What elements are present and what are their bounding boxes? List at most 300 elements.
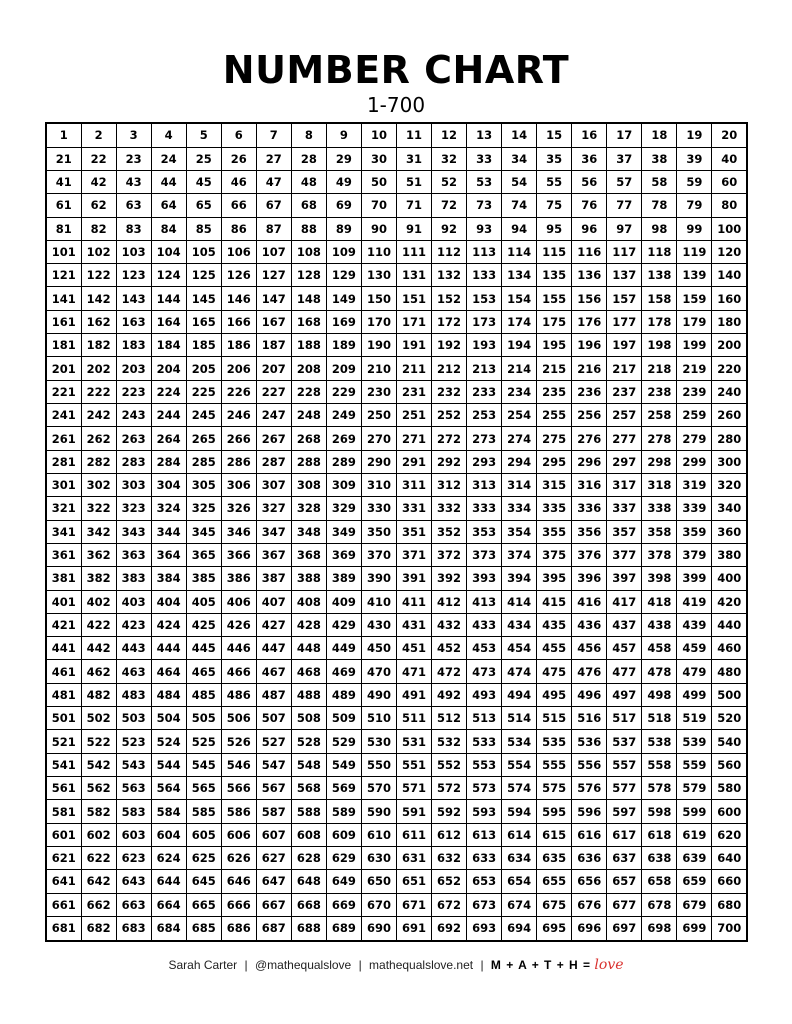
number-cell: 485 (186, 683, 221, 706)
number-cell: 146 (221, 287, 256, 310)
number-cell: 593 (467, 800, 502, 823)
number-cell: 521 (46, 730, 81, 753)
number-cell: 169 (326, 310, 361, 333)
number-cell: 474 (502, 660, 537, 683)
number-cell: 352 (432, 520, 467, 543)
number-cell: 639 (677, 846, 712, 869)
number-cell: 205 (186, 357, 221, 380)
number-cell: 328 (291, 497, 326, 520)
number-cell: 211 (396, 357, 431, 380)
number-cell: 206 (221, 357, 256, 380)
number-cell: 158 (642, 287, 677, 310)
number-cell: 59 (677, 170, 712, 193)
number-cell: 642 (81, 870, 116, 893)
number-cell: 379 (677, 543, 712, 566)
number-cell: 437 (607, 613, 642, 636)
number-cell: 229 (326, 380, 361, 403)
number-cell: 441 (46, 637, 81, 660)
number-cell: 73 (467, 194, 502, 217)
number-cell: 137 (607, 264, 642, 287)
number-cell: 335 (537, 497, 572, 520)
number-cell: 545 (186, 753, 221, 776)
number-cell: 628 (291, 846, 326, 869)
number-cell: 128 (291, 264, 326, 287)
number-cell: 226 (221, 380, 256, 403)
number-cell: 403 (116, 590, 151, 613)
number-cell: 535 (537, 730, 572, 753)
number-cell: 688 (291, 916, 326, 941)
number-cell: 577 (607, 777, 642, 800)
number-cell: 350 (361, 520, 396, 543)
grid-row (46, 707, 747, 730)
number-cell: 14 (502, 123, 537, 147)
number-cell: 116 (572, 240, 607, 263)
number-cell: 393 (467, 567, 502, 590)
number-cell: 503 (116, 707, 151, 730)
number-cell: 184 (151, 334, 186, 357)
number-cell: 472 (432, 660, 467, 683)
number-cell: 370 (361, 543, 396, 566)
number-cell: 580 (712, 777, 747, 800)
number-cell: 306 (221, 473, 256, 496)
number-cell: 314 (502, 473, 537, 496)
number-cell: 383 (116, 567, 151, 590)
number-cell: 176 (572, 310, 607, 333)
number-cell: 218 (642, 357, 677, 380)
number-cell: 494 (502, 683, 537, 706)
number-cell: 50 (361, 170, 396, 193)
number-cell: 604 (151, 823, 186, 846)
number-cell: 310 (361, 473, 396, 496)
number-cell: 222 (81, 380, 116, 403)
number-cell: 481 (46, 683, 81, 706)
number-cell: 488 (291, 683, 326, 706)
grid-row (46, 753, 747, 776)
number-cell: 402 (81, 590, 116, 613)
number-cell: 427 (256, 613, 291, 636)
number-cell: 275 (537, 427, 572, 450)
number-cell: 641 (46, 870, 81, 893)
number-cell: 162 (81, 310, 116, 333)
number-cell: 60 (712, 170, 747, 193)
number-cell: 396 (572, 567, 607, 590)
number-cell: 55 (537, 170, 572, 193)
number-cell: 66 (221, 194, 256, 217)
number-cell: 316 (572, 473, 607, 496)
number-cell: 351 (396, 520, 431, 543)
number-cell: 278 (642, 427, 677, 450)
number-cell: 391 (396, 567, 431, 590)
number-cell: 151 (396, 287, 431, 310)
number-cell: 112 (432, 240, 467, 263)
number-cell: 111 (396, 240, 431, 263)
number-cell: 318 (642, 473, 677, 496)
number-cell: 243 (116, 404, 151, 427)
number-cell: 204 (151, 357, 186, 380)
number-cell: 301 (46, 473, 81, 496)
number-cell: 131 (396, 264, 431, 287)
number-cell: 346 (221, 520, 256, 543)
number-cell: 480 (712, 660, 747, 683)
number-cell: 589 (326, 800, 361, 823)
number-cell: 648 (291, 870, 326, 893)
number-cell: 442 (81, 637, 116, 660)
number-cell: 388 (291, 567, 326, 590)
number-cell: 239 (677, 380, 712, 403)
number-cell: 272 (432, 427, 467, 450)
number-cell: 186 (221, 334, 256, 357)
number-cell: 221 (46, 380, 81, 403)
number-cell: 426 (221, 613, 256, 636)
number-cell: 468 (291, 660, 326, 683)
number-cell: 353 (467, 520, 502, 543)
number-cell: 220 (712, 357, 747, 380)
number-cell: 157 (607, 287, 642, 310)
number-cell: 225 (186, 380, 221, 403)
number-cell: 422 (81, 613, 116, 636)
number-cell: 675 (537, 893, 572, 916)
footer-website: mathequalslove.net (369, 958, 474, 972)
number-cell: 39 (677, 147, 712, 170)
number-cell: 264 (151, 427, 186, 450)
number-cell: 643 (116, 870, 151, 893)
number-cell: 509 (326, 707, 361, 730)
number-cell: 194 (502, 334, 537, 357)
number-cell: 588 (291, 800, 326, 823)
number-cell: 129 (326, 264, 361, 287)
number-cell: 520 (712, 707, 747, 730)
number-cell: 113 (467, 240, 502, 263)
number-cell: 574 (502, 777, 537, 800)
number-cell: 217 (607, 357, 642, 380)
number-cell: 7 (256, 123, 291, 147)
number-cell: 182 (81, 334, 116, 357)
number-cell: 37 (607, 147, 642, 170)
number-cell: 486 (221, 683, 256, 706)
number-cell: 540 (712, 730, 747, 753)
number-cell: 670 (361, 893, 396, 916)
number-cell: 277 (607, 427, 642, 450)
number-cell: 191 (396, 334, 431, 357)
number-cell: 48 (291, 170, 326, 193)
number-cell: 356 (572, 520, 607, 543)
number-cell: 497 (607, 683, 642, 706)
number-cell: 359 (677, 520, 712, 543)
number-cell: 531 (396, 730, 431, 753)
number-cell: 586 (221, 800, 256, 823)
footer-separator: | (244, 958, 248, 972)
number-cell: 291 (396, 450, 431, 473)
number-cell: 1 (46, 123, 81, 147)
number-cell: 153 (467, 287, 502, 310)
number-cell: 507 (256, 707, 291, 730)
number-cell: 188 (291, 334, 326, 357)
number-cell: 614 (502, 823, 537, 846)
grid-row (46, 217, 747, 240)
number-cell: 329 (326, 497, 361, 520)
number-cell: 514 (502, 707, 537, 730)
number-cell: 313 (467, 473, 502, 496)
number-cell: 344 (151, 520, 186, 543)
number-cell: 10 (361, 123, 396, 147)
number-cell: 677 (607, 893, 642, 916)
grid-row (46, 567, 747, 590)
number-cell: 36 (572, 147, 607, 170)
number-cell: 679 (677, 893, 712, 916)
number-cell: 423 (116, 613, 151, 636)
number-cell: 263 (116, 427, 151, 450)
number-cell: 76 (572, 194, 607, 217)
number-cell: 31 (396, 147, 431, 170)
number-cell: 417 (607, 590, 642, 613)
number-cell: 327 (256, 497, 291, 520)
number-cell: 667 (256, 893, 291, 916)
number-cell: 680 (712, 893, 747, 916)
number-cell: 518 (642, 707, 677, 730)
number-cell: 82 (81, 217, 116, 240)
number-cell: 431 (396, 613, 431, 636)
number-cell: 594 (502, 800, 537, 823)
number-cell: 552 (432, 753, 467, 776)
number-cell: 464 (151, 660, 186, 683)
number-cell: 537 (607, 730, 642, 753)
number-cell: 362 (81, 543, 116, 566)
number-cell: 664 (151, 893, 186, 916)
number-cell: 572 (432, 777, 467, 800)
number-cell: 435 (537, 613, 572, 636)
number-cell: 523 (116, 730, 151, 753)
number-cell: 333 (467, 497, 502, 520)
number-cell: 416 (572, 590, 607, 613)
number-cell: 582 (81, 800, 116, 823)
number-cell: 144 (151, 287, 186, 310)
number-cell: 689 (326, 916, 361, 941)
grid-row (46, 123, 747, 147)
number-cell: 35 (537, 147, 572, 170)
number-cell: 448 (291, 637, 326, 660)
number-cell: 671 (396, 893, 431, 916)
number-cell: 556 (572, 753, 607, 776)
number-cell: 147 (256, 287, 291, 310)
number-cell: 13 (467, 123, 502, 147)
number-cell: 203 (116, 357, 151, 380)
number-cell: 602 (81, 823, 116, 846)
number-cell: 511 (396, 707, 431, 730)
number-cell: 302 (81, 473, 116, 496)
number-cell: 376 (572, 543, 607, 566)
number-cell: 320 (712, 473, 747, 496)
number-cell: 276 (572, 427, 607, 450)
number-cell: 386 (221, 567, 256, 590)
number-cell: 454 (502, 637, 537, 660)
number-cell: 167 (256, 310, 291, 333)
number-cell: 637 (607, 846, 642, 869)
grid-row (46, 520, 747, 543)
number-cell: 273 (467, 427, 502, 450)
number-cell: 584 (151, 800, 186, 823)
number-cell: 425 (186, 613, 221, 636)
number-cell: 77 (607, 194, 642, 217)
number-cell: 699 (677, 916, 712, 941)
number-cell: 199 (677, 334, 712, 357)
number-cell: 173 (467, 310, 502, 333)
number-cell: 566 (221, 777, 256, 800)
number-cell: 690 (361, 916, 396, 941)
grid-row (46, 730, 747, 753)
number-cell: 384 (151, 567, 186, 590)
number-cell: 43 (116, 170, 151, 193)
number-cell: 444 (151, 637, 186, 660)
number-cell: 553 (467, 753, 502, 776)
number-cell: 46 (221, 170, 256, 193)
number-cell: 331 (396, 497, 431, 520)
number-cell: 495 (537, 683, 572, 706)
number-cell: 623 (116, 846, 151, 869)
number-cell: 491 (396, 683, 431, 706)
number-cell: 259 (677, 404, 712, 427)
number-cell: 405 (186, 590, 221, 613)
number-cell: 58 (642, 170, 677, 193)
number-cell: 471 (396, 660, 431, 683)
number-cell: 252 (432, 404, 467, 427)
number-cell: 607 (256, 823, 291, 846)
number-cell: 208 (291, 357, 326, 380)
number-cell: 534 (502, 730, 537, 753)
number-cell: 646 (221, 870, 256, 893)
number-cell: 200 (712, 334, 747, 357)
number-cell: 686 (221, 916, 256, 941)
grid-row (46, 800, 747, 823)
number-cell: 317 (607, 473, 642, 496)
number-cell: 605 (186, 823, 221, 846)
number-cell: 374 (502, 543, 537, 566)
number-cell: 697 (607, 916, 642, 941)
number-cell: 401 (46, 590, 81, 613)
number-cell: 533 (467, 730, 502, 753)
number-cell: 138 (642, 264, 677, 287)
number-cell: 565 (186, 777, 221, 800)
number-cell: 150 (361, 287, 396, 310)
number-cell: 223 (116, 380, 151, 403)
number-cell: 513 (467, 707, 502, 730)
number-cell: 30 (361, 147, 396, 170)
number-cell: 74 (502, 194, 537, 217)
number-cell: 364 (151, 543, 186, 566)
number-cell: 78 (642, 194, 677, 217)
number-cell: 583 (116, 800, 151, 823)
number-cell: 478 (642, 660, 677, 683)
number-cell: 185 (186, 334, 221, 357)
number-cell: 160 (712, 287, 747, 310)
number-cell: 57 (607, 170, 642, 193)
number-cell: 15 (537, 123, 572, 147)
number-cell: 587 (256, 800, 291, 823)
number-cell: 290 (361, 450, 396, 473)
number-cell: 164 (151, 310, 186, 333)
number-cell: 85 (186, 217, 221, 240)
number-cell: 92 (432, 217, 467, 240)
page-subtitle: 1-700 (366, 93, 426, 117)
number-cell: 93 (467, 217, 502, 240)
number-cell: 136 (572, 264, 607, 287)
number-cell: 308 (291, 473, 326, 496)
number-cell: 479 (677, 660, 712, 683)
number-cell: 421 (46, 613, 81, 636)
number-cell: 168 (291, 310, 326, 333)
number-cell: 110 (361, 240, 396, 263)
number-cell: 281 (46, 450, 81, 473)
number-cell: 462 (81, 660, 116, 683)
number-cell: 541 (46, 753, 81, 776)
number-cell: 119 (677, 240, 712, 263)
number-cell: 385 (186, 567, 221, 590)
number-cell: 339 (677, 497, 712, 520)
number-cell: 363 (116, 543, 151, 566)
number-cell: 676 (572, 893, 607, 916)
number-cell: 84 (151, 217, 186, 240)
number-cell: 3 (116, 123, 151, 147)
number-cell: 570 (361, 777, 396, 800)
number-cell: 45 (186, 170, 221, 193)
number-cell: 489 (326, 683, 361, 706)
footer-author: Sarah Carter (168, 958, 238, 972)
number-cell: 361 (46, 543, 81, 566)
number-cell: 499 (677, 683, 712, 706)
number-cell: 89 (326, 217, 361, 240)
number-cell: 502 (81, 707, 116, 730)
number-cell: 619 (677, 823, 712, 846)
number-cell: 238 (642, 380, 677, 403)
number-cell: 234 (502, 380, 537, 403)
number-cell: 526 (221, 730, 256, 753)
number-cell: 542 (81, 753, 116, 776)
number-cell: 470 (361, 660, 396, 683)
number-cell: 87 (256, 217, 291, 240)
number-cell: 180 (712, 310, 747, 333)
number-cell: 519 (677, 707, 712, 730)
number-cell: 287 (256, 450, 291, 473)
number-cell: 610 (361, 823, 396, 846)
number-cell: 544 (151, 753, 186, 776)
number-cell: 500 (712, 683, 747, 706)
number-cell: 424 (151, 613, 186, 636)
number-cell: 101 (46, 240, 81, 263)
grid-row (46, 427, 747, 450)
number-cell: 373 (467, 543, 502, 566)
number-cell: 6 (221, 123, 256, 147)
grid-row (46, 334, 747, 357)
number-cell: 97 (607, 217, 642, 240)
number-cell: 629 (326, 846, 361, 869)
number-cell: 49 (326, 170, 361, 193)
number-cell: 461 (46, 660, 81, 683)
number-cell: 685 (186, 916, 221, 941)
number-cell: 345 (186, 520, 221, 543)
number-cell: 213 (467, 357, 502, 380)
number-cell: 81 (46, 217, 81, 240)
number-cell: 139 (677, 264, 712, 287)
number-cell: 618 (642, 823, 677, 846)
grid-row (46, 613, 747, 636)
number-cell: 458 (642, 637, 677, 660)
number-cell: 452 (432, 637, 467, 660)
number-cell: 557 (607, 753, 642, 776)
number-cell: 312 (432, 473, 467, 496)
number-cell: 378 (642, 543, 677, 566)
number-cell: 8 (291, 123, 326, 147)
number-cell: 390 (361, 567, 396, 590)
number-cell: 177 (607, 310, 642, 333)
